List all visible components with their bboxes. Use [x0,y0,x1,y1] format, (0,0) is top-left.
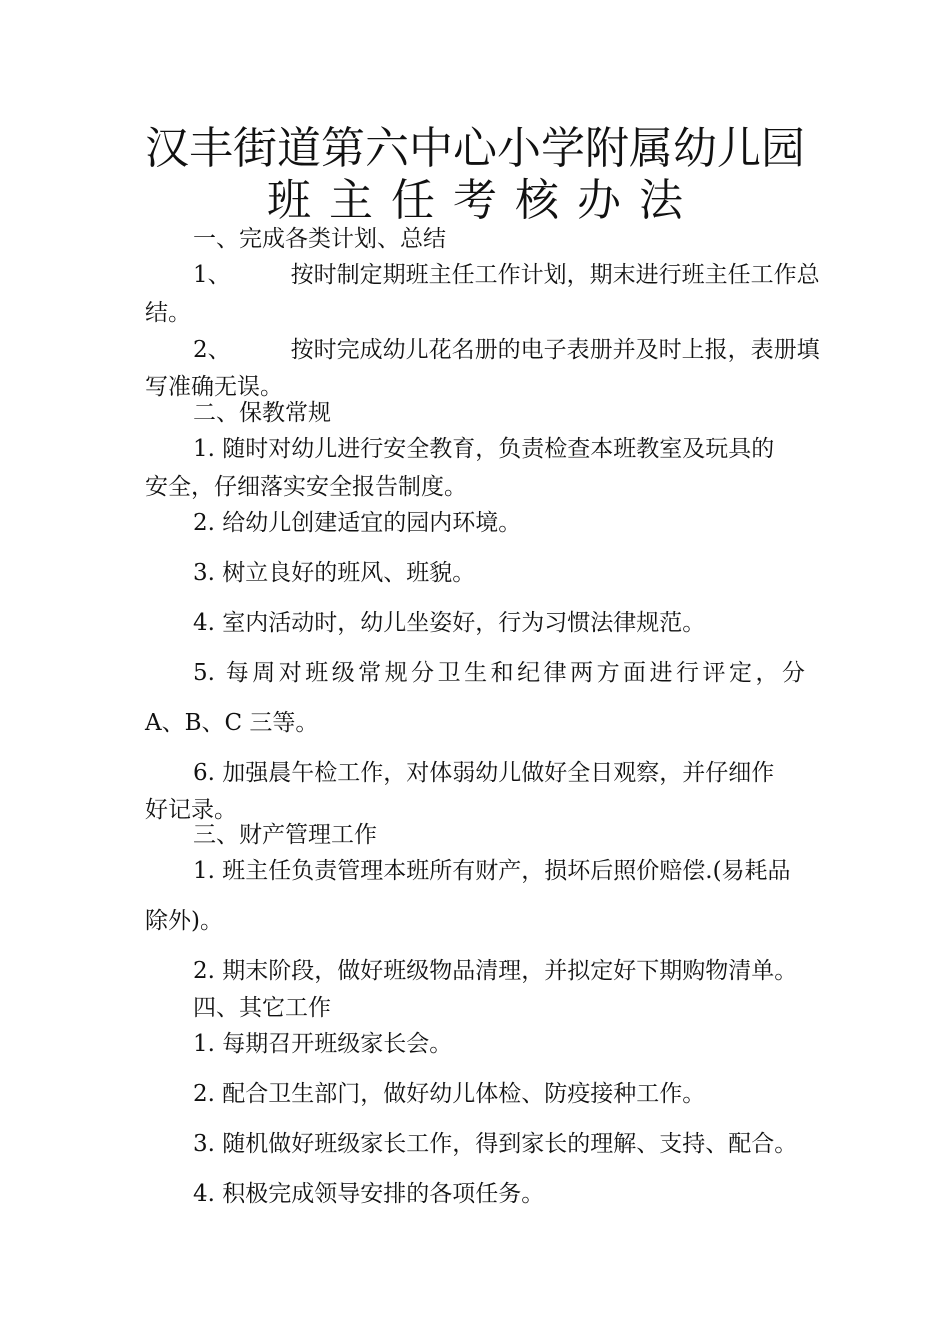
section-heading-2: 二、保教常规 [193,400,331,426]
section2-item4-line1: 4. 室内活动时，幼儿坐姿好，行为习惯法律规范。 [193,610,706,636]
section3-item2-line1: 2. 期末阶段，做好班级物品清理，并拟定好下期购物清单。 [193,958,798,984]
section3-item1-line2: 除外)。 [145,908,223,934]
section2-item2-line1: 2. 给幼儿创建适宜的园内环境。 [193,510,522,536]
item-number: 1、 [193,262,231,288]
section1-item1-line2: 结。 [145,300,191,326]
section4-item3-line1: 3. 随机做好班级家长工作，得到家长的理解、支持、配合。 [193,1131,798,1157]
section4-item1-line1: 1. 每期召开班级家长会。 [193,1031,453,1057]
section2-item5-line1: 5. 每周对班级常规分卫生和纪律两方面进行评定，分 [193,660,805,686]
section1-item1-line1 [193,258,820,292]
section-heading-4: 四、其它工作 [193,995,331,1021]
section3-item1-line1: 1. 班主任负责管理本班所有财产，损坏后照价赔偿.(易耗品 [193,858,791,884]
section2-item3-line1: 3. 树立良好的班风、班貌。 [193,560,476,586]
section4-item4-line1: 4. 积极完成领导安排的各项任务。 [193,1181,545,1207]
item-text: 按时制定期班主任工作计划，期末进行班主任工作总 [290,262,820,288]
section2-item1-line2: 安全，仔细落实安全报告制度。 [145,474,467,500]
section1-item2-line2: 写准确无误。 [145,374,283,400]
section4-item2-line1: 2. 配合卫生部门，做好幼儿体检、防疫接种工作。 [193,1081,706,1107]
section-heading-1: 一、完成各类计划、总结 [193,226,446,252]
section2-item1-line1: 1. 随时对幼儿进行安全教育，负责检查本班教室及玩具的 [193,436,775,462]
section1-item2-line1 [193,333,820,367]
item-text: 按时完成幼儿花名册的电子表册并及时上报，表册填 [290,337,820,363]
section2-item6-line1: 6. 加强晨午检工作，对体弱幼儿做好全日观察，并仔细作 [193,760,775,786]
section2-item6-line2: 好记录。 [145,797,237,823]
section-heading-3: 三、财产管理工作 [193,822,377,848]
item-number: 2、 [193,337,231,363]
document-title-line2: 班主任考核办法 [267,175,701,226]
section2-item5-line2: A、B、C 三等。 [145,710,319,736]
document-title-line1: 汉丰街道第六中心小学附属幼儿园 [145,123,805,174]
